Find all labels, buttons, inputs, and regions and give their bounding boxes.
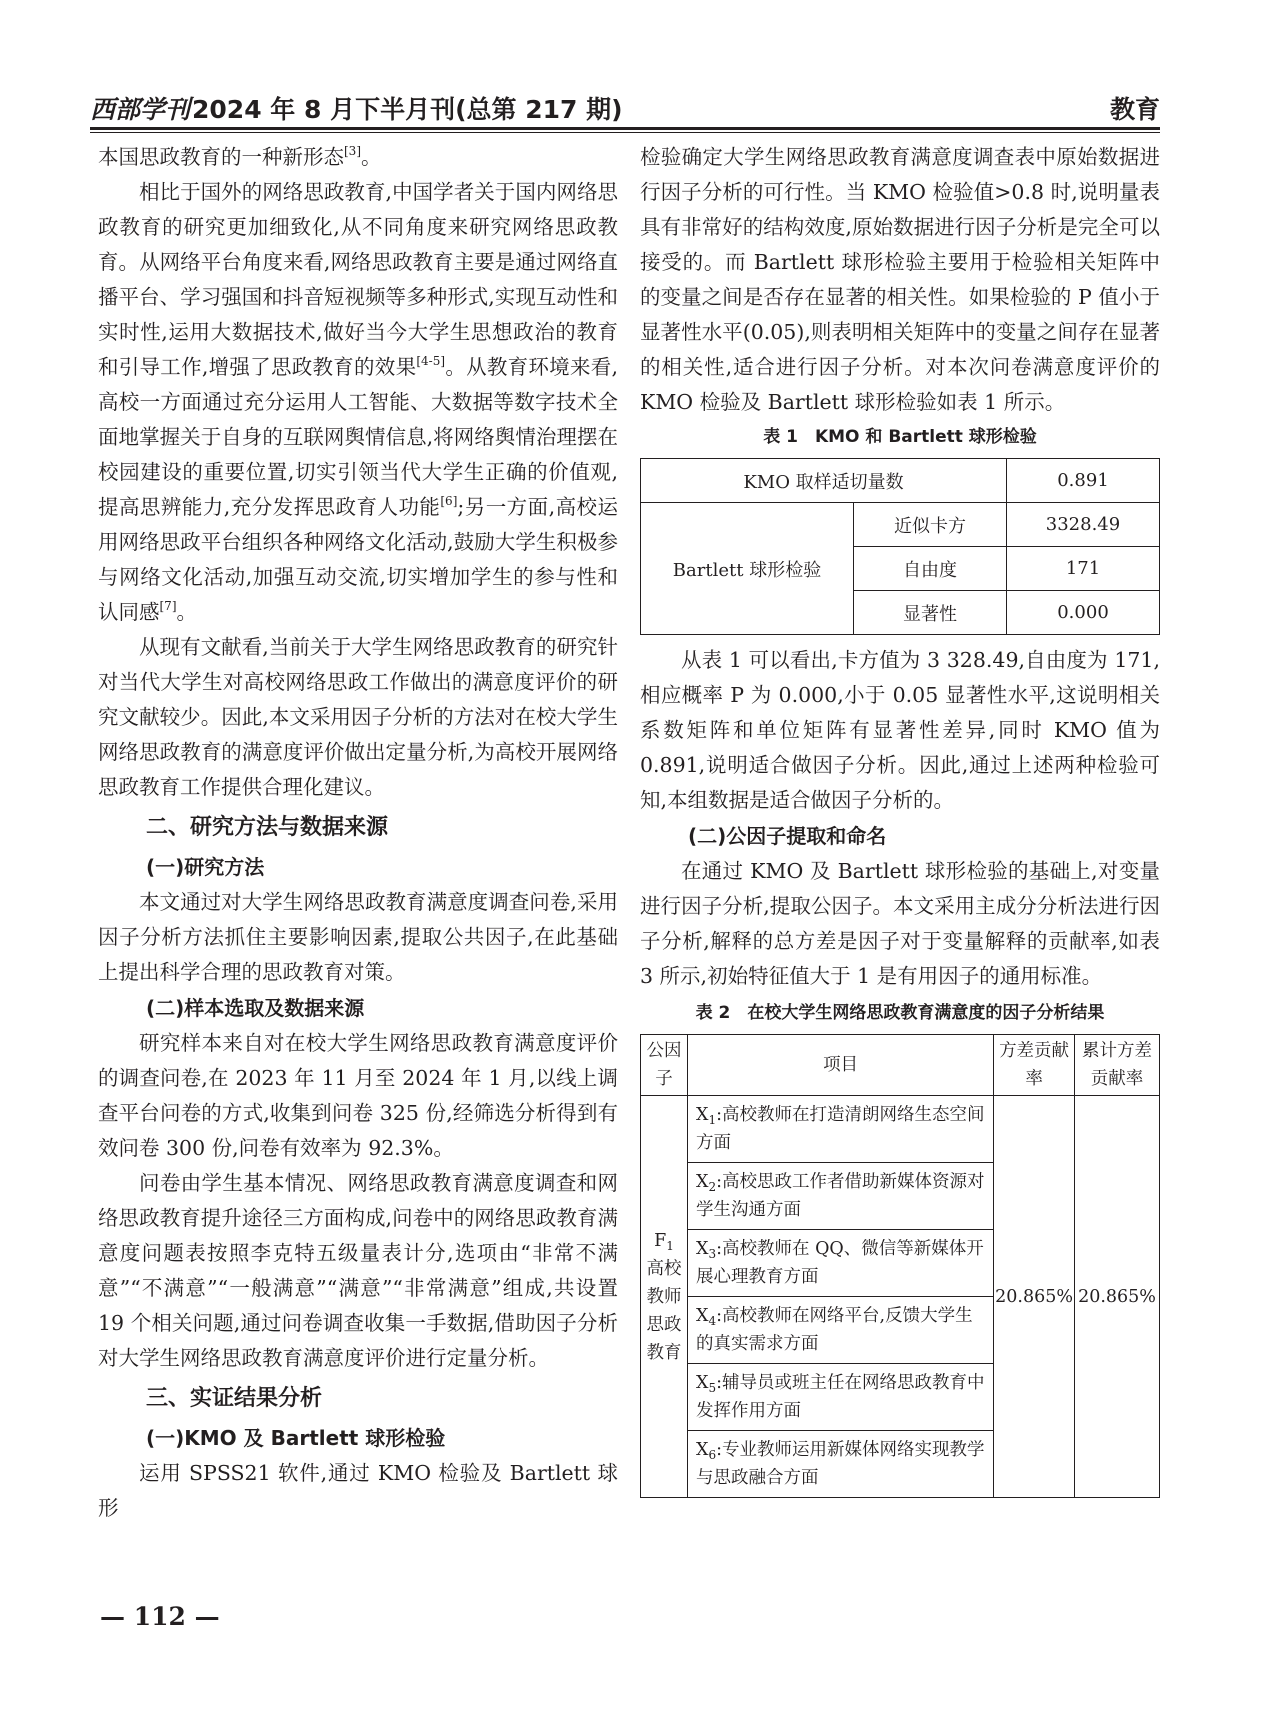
- paragraph: 运用 SPSS21 软件,通过 KMO 检验及 Bartlett 球形: [98, 1461, 618, 1520]
- item-cell: [688, 1096, 994, 1163]
- issue-info: 2024 年 8 月下半月刊(总第 217 期): [192, 95, 623, 124]
- column-header: 项目: [688, 1035, 994, 1096]
- table-row: [641, 1096, 1160, 1163]
- table-caption: 表 2 在校大学生网络思政教育满意度的因子分析结果: [695, 1003, 1105, 1023]
- item-code: X: [696, 1306, 709, 1326]
- item-subscript: 2: [708, 1180, 717, 1194]
- paragraph: 从表 1 可以看出,卡方值为 3 328.49,自由度为 171,相应概率 P 为 0.000,小于 0.05 显著性水平,这说明相关系数矩阵和单位矩阵有显著性差异,同时 KMO 值为 0.891,说明适合做因子分析。因此,通过上述两种检验可知,本组数据是适合做因子分析的。: [640, 648, 1160, 812]
- factor-name: 高校教师思政教育: [646, 1258, 682, 1363]
- item-text: :高校教师在网络平台,反馈大学生的真实需求方面: [696, 1306, 973, 1354]
- column-header: 公因子: [641, 1035, 688, 1096]
- table-cell: 显著性: [854, 591, 1007, 635]
- table-cell: 自由度: [854, 547, 1007, 591]
- item-cell: [688, 1431, 994, 1498]
- paragraph: 从现有文献看,当前关于大学生网络思政教育的研究针对当代大学生对高校网络思政工作做出的满意度评价的研究文献较少。因此,本文采用因子分析的方法对在校大学生网络思政教育的满意度评价做出定量分析,为高校开展网络思政教育工作提供合理化建议。: [98, 635, 618, 799]
- text: 。: [361, 145, 382, 169]
- citation: [7]: [159, 599, 177, 613]
- table-cell: KMO 取样适切量数: [641, 459, 1007, 503]
- column-header: 累计方差贡献率: [1075, 1035, 1160, 1096]
- table-cell: Bartlett 球形检验: [641, 503, 854, 635]
- item-subscript: 5: [708, 1381, 717, 1395]
- item-subscript: 4: [708, 1314, 717, 1328]
- page-number: — 112 —: [100, 1602, 220, 1631]
- table-cell: 3328.49: [1007, 503, 1160, 547]
- item-text: :高校教师在打造清朗网络生态空间方面: [696, 1105, 985, 1153]
- item-code: X: [696, 1105, 709, 1125]
- factor-analysis-table: [640, 1034, 1160, 1498]
- factor-subscript: 1: [666, 1238, 674, 1253]
- text: 。: [176, 600, 197, 624]
- table-cell: 近似卡方: [854, 503, 1007, 547]
- item-cell: [688, 1364, 994, 1431]
- paragraph: 本文通过对大学生网络思政教育满意度调查问卷,采用因子分析方法抓住主要影响因素,提取公共因子,在此基础上提出科学合理的思政教育对策。: [98, 890, 618, 984]
- item-text: :高校教师在 QQ、微信等新媒体开展心理教育方面: [696, 1239, 984, 1287]
- left-column: [98, 140, 618, 1526]
- variance-cell: 20.865%: [994, 1096, 1075, 1498]
- item-cell: [688, 1230, 994, 1297]
- subsection-heading: (二)样本选取及数据来源: [146, 996, 365, 1020]
- column-header: 方差贡献率: [994, 1035, 1075, 1096]
- citation: [4-5]: [416, 354, 446, 368]
- paragraph: 问卷由学生基本情况、网络思政教育满意度调查和网络思政教育提升途径三方面构成,问卷中的网络思政教育满意度问题表按照李克特五级量表计分,选项由“非常不满意”“不满意”“一般满意”“满意”“非常满意”组成,共设置 19 个相关问题,通过问卷调查收集一手数据,借助因子分析对大学生网络思政教育满意度评价进行定量分析。: [98, 1171, 618, 1370]
- text: 本国思政教育的一种新形态: [98, 145, 344, 169]
- item-subscript: 6: [708, 1448, 717, 1462]
- item-subscript: 1: [708, 1113, 717, 1127]
- table-cell: 0.000: [1007, 591, 1160, 635]
- item-code: X: [696, 1440, 709, 1460]
- subsection-heading: (二)公因子提取和命名: [688, 824, 887, 848]
- text: 相比于国外的网络思政教育,中国学者关于国内网络思政教育的研究更加细致化,从不同角度来研究网络思政教育。从网络平台角度来看,网络思政教育主要是通过网络直播平台、学习强国和抖音短视频等多种形式,实现互动性和实时性,运用大数据技术,做好当今大学生思想政治的教育和引导工作,增强了思政教育的效果: [98, 180, 618, 379]
- paragraph: 在通过 KMO 及 Bartlett 球形检验的基础上,对变量进行因子分析,提取公因子。本文采用主成分分析法进行因子分析,解释的总方差是因子对于变量解释的贡献率,如表 3 所示,初始特征值大于 1 是有用因子的通用标准。: [640, 859, 1160, 988]
- cumulative-cell: 20.865%: [1075, 1096, 1160, 1498]
- factor-code: F: [654, 1230, 667, 1251]
- kmo-bartlett-table: [640, 458, 1160, 635]
- right-column: [640, 140, 1160, 1498]
- table-row: [641, 503, 1160, 547]
- table-cell: 0.891: [1007, 459, 1160, 503]
- citation: [3]: [344, 144, 361, 158]
- item-code: X: [696, 1239, 709, 1259]
- table-caption: 表 1 KMO 和 Bartlett 球形检验: [763, 427, 1037, 447]
- item-code: X: [696, 1373, 709, 1393]
- section-tag: 教育: [1109, 95, 1160, 124]
- running-header: [90, 86, 1160, 126]
- journal-logo: 西部学刊: [90, 95, 191, 124]
- journal-masthead: [90, 90, 623, 126]
- item-subscript: 3: [708, 1247, 717, 1261]
- subsection-heading: (一)KMO 及 Bartlett 球形检验: [146, 1426, 446, 1450]
- text: ;另一方面,高校运用网络思政平台组织各种网络文化活动,鼓励大学生积极参与网络文化活动,加强互动交流,切实增加学生的参与性和认同感: [98, 495, 618, 624]
- section-heading: 三、实证结果分析: [146, 1386, 323, 1411]
- header-rule: [90, 127, 1160, 130]
- table-cell: 171: [1007, 547, 1160, 591]
- section-heading: 二、研究方法与数据来源: [146, 815, 389, 840]
- item-text: :高校思政工作者借助新媒体资源对学生沟通方面: [696, 1172, 985, 1220]
- table-header-row: [641, 1035, 1160, 1096]
- header-rule-thin: [90, 132, 1160, 133]
- item-cell: [688, 1163, 994, 1230]
- table-row: [641, 459, 1160, 503]
- paragraph: [98, 175, 618, 630]
- item-text: :辅导员或班主任在网络思政教育中发挥作用方面: [696, 1373, 985, 1421]
- paragraph: 研究样本来自对在校大学生网络思政教育满意度评价的调查问卷,在 2023 年 11 月至 2024 年 1 月,以线上调查平台问卷的方式,收集到问卷 325 份,经筛选分析得到有效问卷 300 份,问卷有效率为 92.3%。: [98, 1031, 618, 1160]
- paragraph: 检验确定大学生网络思政教育满意度调查表中原始数据进行因子分析的可行性。当 KMO 检验值>0.8 时,说明量表具有非常好的结构效度,原始数据进行因子分析是完全可以接受的。而 Bartlett 球形检验主要用于检验相关矩阵中的变量之间是否存在显著的相关性。如果检验的 P 值小于显著性水平(0.05),则表明相关矩阵中的变量之间存在显著的相关性,适合进行因子分析。对本次问卷满意度评价的 KMO 检验及 Bartlett 球形检验如表 1 所示。: [640, 145, 1160, 414]
- citation: [6]: [440, 494, 458, 508]
- item-text: :专业教师运用新媒体网络实现教学与思政融合方面: [696, 1440, 985, 1488]
- item-cell: [688, 1297, 994, 1364]
- factor-cell: [641, 1096, 688, 1498]
- subsection-heading: (一)研究方法: [146, 855, 265, 879]
- paragraph: [98, 140, 618, 175]
- item-code: X: [696, 1172, 709, 1192]
- text: 。从教育环境来看,高校一方面通过充分运用人工智能、大数据等数字技术全面地掌握关于自身的互联网舆情信息,将网络舆情治理摆在校园建设的重要位置,切实引领当代大学生正确的价值观,提高思辨能力,充分发挥思政育人功能: [98, 355, 618, 519]
